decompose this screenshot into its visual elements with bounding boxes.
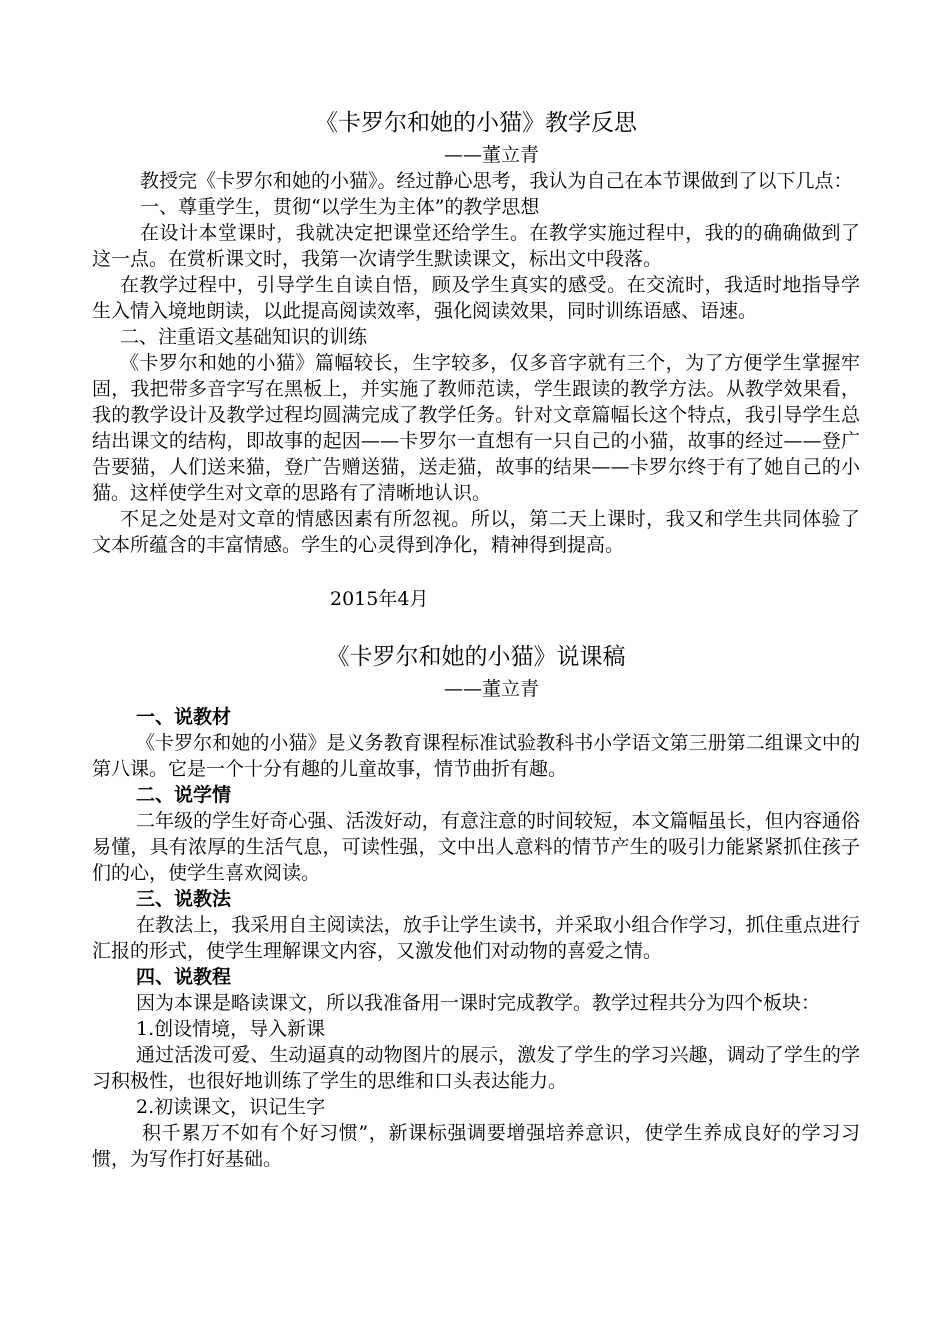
doc2-title: 《卡罗尔和她的小猫》说课稿: [326, 644, 626, 670]
document-page: [92, 108, 860, 1172]
doc1-paragraph-intro: 教授完《卡罗尔和她的小猫》。经过静心思考，我认为自己在本节课做到了以下几点：: [140, 170, 853, 192]
doc2-paragraph-5: 通过活泼可爱、生动逼真的动物图片的展示，激发了学生的学习兴趣，调动了学生的学习积极性，也很好地训练了学生的思维和口头表达能力。: [92, 1044, 860, 1092]
doc2-subheading-1: 1.创设情境，导入新课: [136, 1018, 326, 1040]
doc2-heading-3: 三、说教法: [136, 888, 232, 910]
doc1-heading-1: 一、尊重学生，贯彻“以学生为主体”的教学思想: [140, 196, 540, 218]
doc2-paragraph-6: 积千累万不如有个好习惯”，新课标强调要增强培养意识，使学生养成良好的学习习惯，为写作打好基础。: [92, 1122, 860, 1170]
doc2-subheading-2: 2.初读课文，识记生字: [136, 1096, 326, 1118]
doc2-heading-2: 二、说学情: [136, 784, 232, 806]
doc1-paragraph-2: 在设计本堂课时，我就决定把课堂还给学生。在教学实施过程中，我的的确确做到了这一点。在赏析课文时，我第一次请学生默读课文，标出文中段落。: [92, 222, 860, 270]
doc2-paragraph-3: 在教法上，我采用自主阅读法，放手让学生读书，并采取小组合作学习，抓住重点进行汇报的形式，使学生理解课文内容，又激发他们对动物的喜爱之情。: [92, 914, 860, 962]
doc1-author: ——董立青: [444, 144, 540, 166]
doc1-paragraph-3: 在教学过程中，引导学生自读自悟，顾及学生真实的感受。在交流时，我适时地指导学生入情入境地朗读，以此提高阅读效率，强化阅读效果，同时训练语感、语速。: [92, 274, 860, 322]
doc1-date: 2015年4月: [330, 588, 429, 610]
doc2-heading-4: 四、说教程: [136, 966, 232, 988]
doc2-paragraph-2: 二年级的学生好奇心强、活泼好动，有意注意的时间较短，本文篇幅虽长，但内容通俗易懂，具有浓厚的生活气息，可读性强，文中出人意料的情节产生的吸引力能紧紧抓住孩子们的心，使学生喜欢阅读。: [92, 810, 860, 884]
doc2-paragraph-1: 《卡罗尔和她的小猫》是义务教育课程标准试验教科书小学语文第三册第二组课文中的第八课。它是一个十分有趣的儿童故事，情节曲折有趣。: [92, 732, 860, 780]
blank-line: [92, 558, 860, 584]
doc1-paragraph-4: 《卡罗尔和她的小猫》篇幅较长，生字较多，仅多音字就有三个，为了方便学生掌握牢固，我把带多音字写在黑板上，并实施了教师范读，学生跟读的教学方法。从教学效果看，我的教学设计及教学过程均圆满完成了教学任务。针对文章篇幅长这个特点，我引导学生总结出课文的结构，即故事的起因——卡罗尔一直想有一只自己的小猫，故事的经过——登广告要猫，人们送来猫，登广告赠送猫，送走猫，故事的结果——卡罗尔终于有了她自己的小猫。这样使学生对文章的思路有了清晰地认识。: [92, 352, 860, 504]
doc1-heading-2: 二、注重语文基础知识的训练: [120, 326, 368, 348]
doc1-paragraph-5: 不足之处是对文章的情感因素有所忽视。所以，第二天上课时，我又和学生共同体验了文本所蕴含的丰富情感。学生的心灵得到净化，精神得到提高。: [92, 508, 860, 556]
doc1-title: 《卡罗尔和她的小猫》教学反思: [315, 110, 637, 136]
doc2-heading-1: 一、说教材: [136, 706, 232, 728]
doc2-author: ——董立青: [444, 678, 540, 700]
doc2-paragraph-4: 因为本课是略读课文，所以我准备用一课时完成教学。教学过程共分为四个板块：: [136, 992, 821, 1014]
